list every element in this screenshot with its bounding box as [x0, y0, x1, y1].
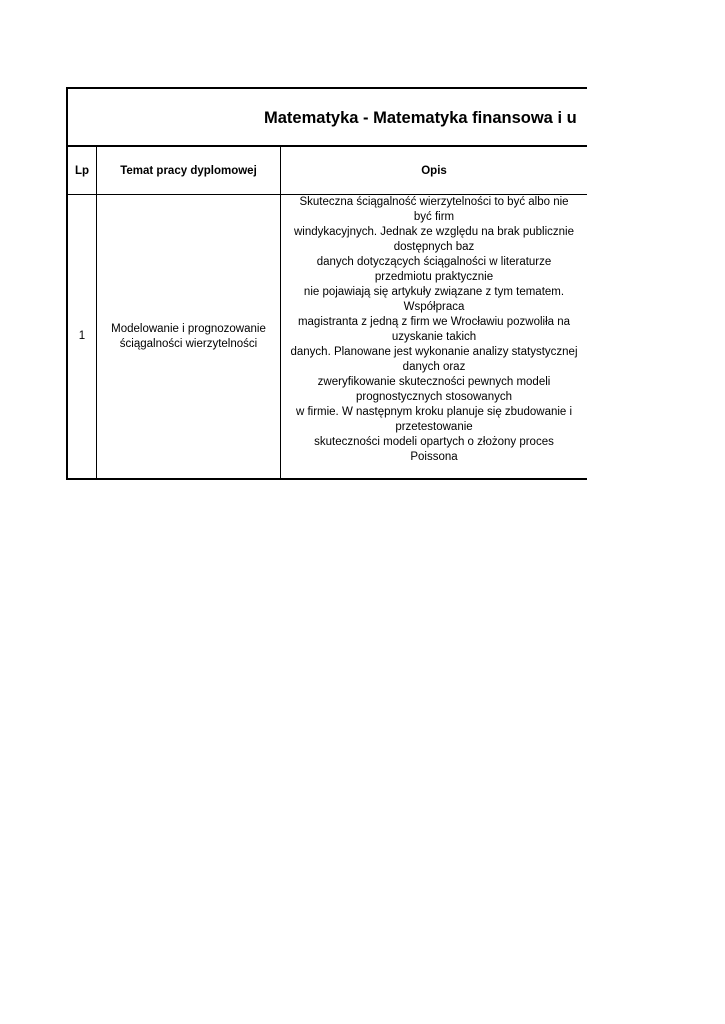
opis-line: magistranta z jedną z firm we Wrocławiu pozwoliła na [297, 316, 571, 328]
opis-line: uzyskanie takich [391, 331, 477, 343]
row-1-lp: 1 [78, 330, 86, 342]
opis-line: danych dotyczących ściągalności w literaturze [316, 256, 552, 268]
opis-line: danych. Planowane jest wykonanie analizy statystycznej [290, 346, 578, 358]
opis-line: być firm [413, 211, 455, 223]
opis-line: Współpraca [403, 301, 465, 313]
opis-line: windykacyjnych. Jednak ze względu na brak publicznie [294, 226, 574, 238]
header-lp: Lp [74, 164, 90, 177]
header-opis: Opis [421, 164, 447, 177]
opis-line: dostępnych baz [393, 241, 475, 253]
opis-line: prognostycznych stosowanych [356, 391, 512, 403]
opis-line: Skuteczna ściągalność wierzytelności to być albo nie [299, 196, 569, 208]
title-row [68, 89, 587, 147]
opis-line: przedmiotu praktycznie [374, 271, 494, 283]
opis-line: zweryfikowanie skuteczności pewnych modeli [317, 376, 551, 388]
opis-line: w firmie. W następnym kroku planuje się zbudowanie i [295, 406, 573, 418]
opis-line: Poissona [410, 451, 458, 463]
table-title: Matematyka - Matematyka finansowa i u [264, 109, 577, 127]
opis-line: danych oraz [402, 361, 466, 373]
thesis-topics-table [66, 87, 587, 480]
row-1-opis [281, 195, 587, 478]
opis-line: skuteczności modeli opartych o złożony proces [314, 436, 554, 448]
header-temat: Temat pracy dyplomowej [120, 164, 257, 177]
row-1-temat [97, 195, 280, 478]
row-1-temat-text: Modelowanie i prognozowanie ściągalności wierzytelności [111, 322, 266, 350]
opis-line: przetestowanie [395, 421, 473, 433]
opis-line: nie pojawiają się artykuły związane z tym tematem. [303, 286, 565, 298]
row-1-opis-text [281, 195, 587, 465]
